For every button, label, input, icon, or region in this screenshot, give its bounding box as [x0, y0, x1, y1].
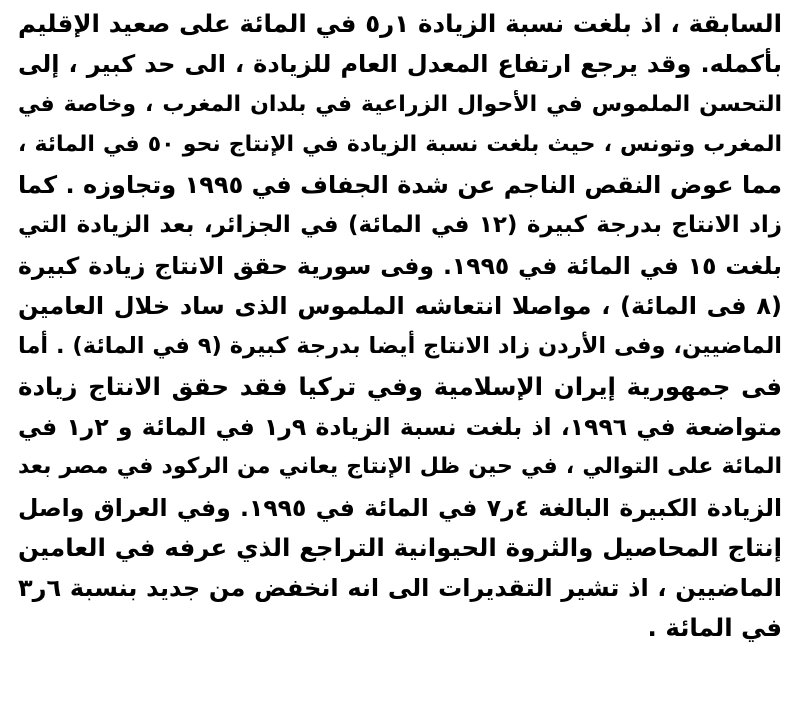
text-line: إنتاج المحاصيل والثروة الحيوانية التراجع الذي عرفه في العامين	[18, 532, 782, 562]
text-line: بأكمله. وقد يرجع ارتفاع المعدل العام للزيادة ، الى حد كبير ، إلى	[18, 50, 782, 79]
text-line: متواضعة في ١٩٩٦، اذ بلغت نسبة الزيادة ٩ر١ في المائة و ٢ر١ في	[18, 412, 782, 441]
text-line: التحسن الملموس في الأحوال الزراعية في بلدان المغرب ، وخاصة في	[18, 91, 782, 117]
text-line: السابقة ، اذ بلغت نسبة الزيادة ١ر٥ في المائة على صعيد الإقليم	[18, 9, 782, 38]
text-line: فى جمهورية إيران الإسلامية وفي تركيا فقد حقق الانتاج زيادة	[18, 371, 782, 401]
text-line: المائة على التوالي ، في حين ظل الإنتاج يعاني من الركود في مصر بعد	[18, 454, 782, 480]
text-line: المغرب وتونس ، حيث بلغت نسبة الزيادة في الإنتاج نحو ٥٠ في المائة ،	[18, 131, 782, 157]
paragraph-text	[18, 4, 782, 649]
text-line: (٨ فى المائة) ، مواصلا انتعاشه الملموس الذى ساد خلال العامين	[18, 292, 782, 321]
text-line-last: في المائة .	[647, 613, 782, 643]
text-line: مما عوض النقص الناجم عن شدة الجفاف في ١٩٩٥ وتجاوزه . كما	[18, 171, 782, 200]
text-line: الماضيين ، اذ تشير التقديرات الى انه انخفض من جديد بنسبة ٦ر٣	[18, 574, 782, 603]
text-line: زاد الانتاج بدرجة كبيرة (١٢ في المائة) في الجزائر، بعد الزيادة التي	[18, 212, 782, 239]
text-line: الماضيين، وفى الأردن زاد الانتاج أيضا بدرجة كبيرة (٩ في المائة) . أما	[18, 333, 782, 360]
text-line: بلغت ١٥ في المائة في ١٩٩٥. وفى سورية حقق الانتاج زيادة كبيرة	[18, 251, 782, 280]
text-line: الزيادة الكبيرة البالغة ٤ر٧ في المائة في ١٩٩٥. وفي العراق واصل	[18, 493, 782, 522]
